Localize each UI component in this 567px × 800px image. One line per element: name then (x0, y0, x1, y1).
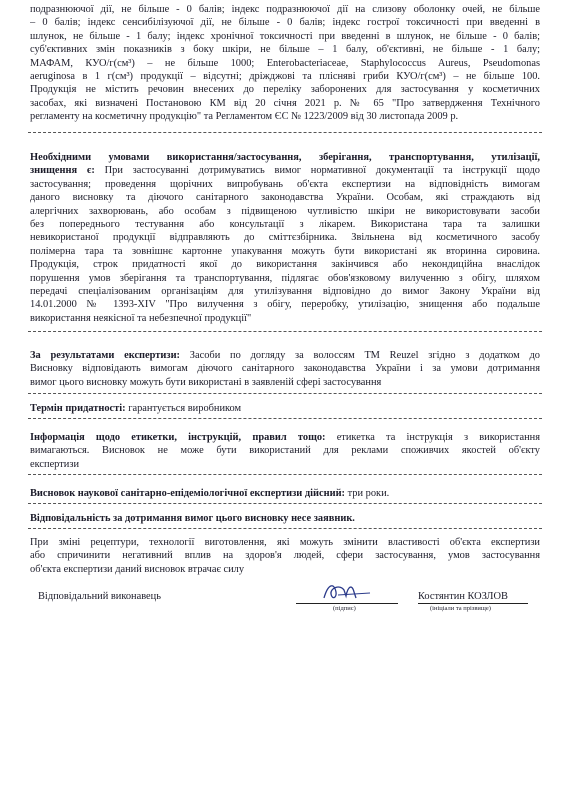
text-line: aeruginosa в 1 г(см³) продукції – відсутні; дріжджові та плісняві гриби КУО/г(см³) – не більше 100. (30, 71, 540, 83)
text-line (30, 164, 540, 177)
text-line: використання неякісної та небезпечної продукції" (30, 312, 252, 324)
text-line: даного висновку та діючого санітарного законодавства України. Особам, які страждають від (30, 192, 540, 204)
section-divider (28, 503, 542, 504)
signature-line (296, 603, 398, 604)
name-caption: (ініціали та прізвище) (430, 605, 491, 612)
text-line: або спричинити негативний вплив на здоров'я людей, сфери застосування, умов застосування (30, 550, 540, 562)
text-line: експертизи (30, 458, 80, 470)
text-line: полімерна тара та зовнішнє картонне упакування можуть бути використані як вторинна сировина. (30, 245, 540, 257)
conditions-heading: Необхідними умовами використання/застосування, зберігання, транспортування, утилізації, (30, 152, 540, 163)
name-line (418, 603, 528, 604)
text-line: передачі спеціалізованим організаціям для утилізування відповідно до вимог Закону України від (30, 286, 540, 298)
text-line: засобах, які визначені Постановою КМ від 20 січня 2021 р. № 65 "Про затвердження Технічного (30, 97, 540, 109)
text-line: застосування; проведення щорічних випробувань об'єкта експертизи на відповідність вимогам (30, 178, 540, 190)
text-line: порушення умов зберігання та транспортування, підлягає обов'язковому вилученню з обігу, шляхом (30, 272, 540, 284)
text-line: вимагаються. Висновок не може бути використаний для реклами споживчих якостей об'єкту (30, 445, 540, 457)
labeling-heading: Інформація щодо етикетки, інструкцій, правил тощо: (30, 432, 326, 443)
text-line: регламенту на косметичну продукцію" та Регламентом ЄС № 1223/2009 від 30 листопада 2009 р. (30, 111, 459, 123)
text-span: Засоби по догляду за волоссям ТМ Reuzel згідно з додатком до (180, 350, 540, 361)
text-line: Висновку відповідають вимогам діючого санітарного законодавства України і за умови дотримання (30, 363, 540, 375)
text-span: При застосуванні дотримуватись вимог нормативної документації та інструкції щодо (94, 165, 540, 177)
results-heading: За результатами експертизи: (30, 350, 181, 361)
executor-name: Костянтин КОЗЛОВ (418, 591, 508, 602)
handwritten-signature (318, 578, 374, 604)
responsibility-line (30, 512, 540, 525)
conditions-paragraph (30, 151, 540, 325)
text-line: суб'єктивних змін показників з боку шкіри, не більше – 1 балу, об'єктивні, не більше - 1 балу; (30, 44, 540, 56)
validity-heading: Висновок наукової санітарно-епідеміологічної експертизи дійсний: (30, 488, 346, 499)
responsibility-text: Відповідальність за дотримання вимог цього висновку несе заявник. (30, 513, 355, 524)
text-span: етикетка та інструкція з використання (325, 432, 540, 443)
signature-caption: (підпис) (333, 605, 356, 612)
text-line: – 0 балів; індекс сенсибілізуючої дії, не більше - 0 балів; індекс гострої токсичності при введенні в (30, 17, 540, 29)
text-line (30, 151, 540, 164)
text-line: 14.01.2000 № 1393-XIV "Про вилучення з обігу, переробку, утилізацію, знищення або подальше (30, 299, 540, 311)
section-divider (28, 331, 542, 332)
executor-label: Відповідальний виконавець (38, 591, 161, 602)
text-line: подразнюючої дії, не більше - 0 балів; індекс подразнюючої дії на слизову оболонку очей, не більше (30, 4, 540, 15)
text-line (30, 431, 540, 444)
text-line: алергічних захворювань, або особам з підвищеною чутливістю шкіри не використовувати засоби (30, 205, 540, 217)
section-divider (28, 132, 542, 133)
conditions-heading-end: знищення є: (30, 165, 95, 177)
section-divider (28, 474, 542, 475)
text-line: об'єкта експертизи даний висновок втрачає силу (30, 563, 245, 575)
text-line: При зміні рецептури, технології виготовлення, які можуть змінити властивості об'єкта експертизи (30, 537, 540, 548)
shelf-life-heading: Термін придатності: (30, 403, 126, 414)
validity-value: три роки. (345, 488, 390, 499)
text-line: невикористаної продукції відправляють до сміттєзбірника. Звільнена від косметичного засобу (30, 232, 540, 244)
text-line: вимог цього висновку можуть бути використані в заявленій сфері застосування (30, 376, 382, 388)
text-line: шлунок, не більше - 1 балу; індекс хронічної токсичності при введенні в шлунок, не більше - 0 балів; (30, 30, 540, 42)
changes-paragraph (30, 536, 540, 576)
results-paragraph (30, 349, 540, 389)
text-line (30, 349, 540, 362)
section-divider (28, 418, 542, 419)
text-line: без попереднього тестування або консультації з лікарем. Використана тара та залишки (30, 219, 540, 231)
labeling-paragraph (30, 431, 540, 471)
text-line: Продукція, строк придатності якої до використання закінчився або некондиційна внаслідок (30, 259, 540, 271)
section-divider (28, 528, 542, 529)
text-line: Продукція не містить речовин внесених до переліку заборонених для застосування у косметичних (30, 84, 540, 96)
validity-line (30, 487, 540, 500)
shelf-life-line (30, 402, 540, 415)
text-line: МАФАМ, КУО/г(см³) – не більше 1000; Enterobacteriaceae, Staphylococcus Aureus, Pseudomonas (30, 57, 540, 69)
shelf-life-value: гарантується виробником (125, 403, 242, 414)
section-divider (28, 393, 542, 394)
limits-paragraph (30, 3, 540, 124)
